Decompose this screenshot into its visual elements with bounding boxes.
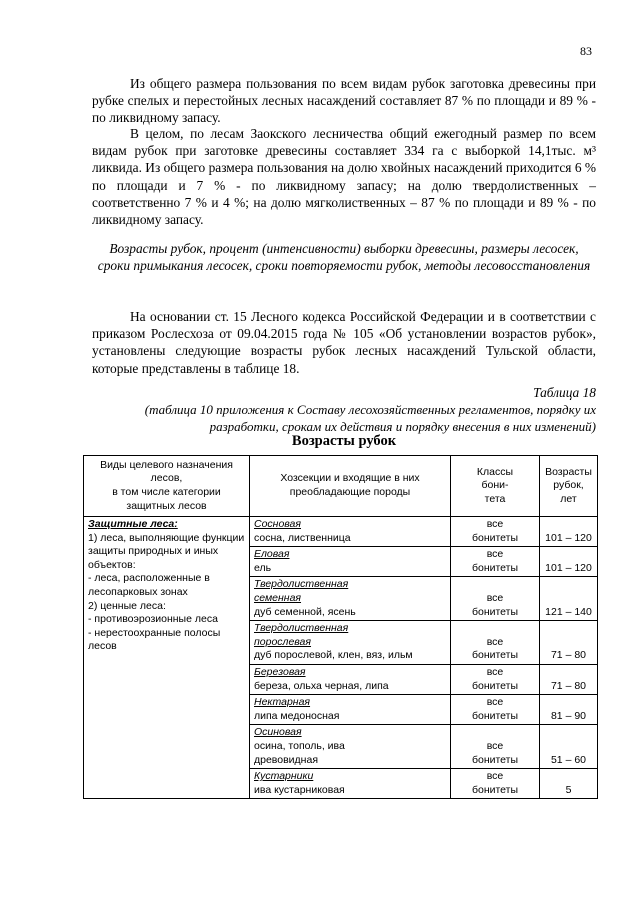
cutting-age-cell: 51 – 60 <box>540 725 598 769</box>
site-class-value: все бонитеты <box>471 591 519 618</box>
forest-purpose-cell <box>84 517 250 799</box>
table-row <box>84 517 598 547</box>
section-name: Березовая <box>254 665 306 678</box>
cutting-age-cell: 71 – 80 <box>540 664 598 694</box>
site-class-cell <box>451 725 540 769</box>
header-purpose: Виды целевого назначения лесов, в том числе категории защитных лесов <box>84 456 250 517</box>
species-list: береза, ольха черная, липа <box>254 679 389 692</box>
section-cell <box>250 664 451 694</box>
site-class-cell <box>451 695 540 725</box>
section-cell <box>250 577 451 621</box>
species-list: липа медоносная <box>254 709 340 722</box>
species-list: осина, тополь, ива древовидная <box>254 739 345 766</box>
cutting-age-cell: 101 – 120 <box>540 547 598 577</box>
species-list: дуб порослевой, клен, вяз, ильм <box>254 649 413 662</box>
section-name: Нектарная <box>254 696 311 709</box>
site-class-value: все бонитеты <box>471 635 519 662</box>
protective-forests-label: Защитные леса: <box>88 518 178 530</box>
site-class-value: все бонитеты <box>471 770 519 796</box>
site-class-value: все бонитеты <box>471 696 519 722</box>
species-list: ель <box>254 561 272 574</box>
paragraph-text: В целом, по лесам Заокского лесничества общий ежегодный размер по всем видам рубок при заготовке древесины составляет 334 га с выборкой 14,1тыс. м³ ликвида. Из общего размера пользования на долю хвойных насаждений приходится 6 % по площади и 7 % - по ликвидному запасу; на долю твердолиственных – соответственно 7 % и 4 %; на долю мягколиственных – 87 % по площади и 89 % - по ликвидному запасу. <box>92 126 597 228</box>
cutting-age-cell: 5 <box>540 769 598 799</box>
paragraph-total-volume <box>92 125 596 228</box>
cutting-age-cell: 101 – 120 <box>540 517 598 547</box>
species-list: сосна, лиственница <box>254 531 351 544</box>
table-label: Таблица 18 <box>533 385 596 400</box>
table-header-row <box>84 456 598 517</box>
cutting-age-cell: 121 – 140 <box>540 577 598 621</box>
paragraph-text: Из общего размера пользования по всем видам рубок заготовка древесины при рубке спелых и перестойных лесных насаждений составляет 87 % по площади и 89 % - по ликвидному запасу. <box>92 76 596 126</box>
site-class-value: все бонитеты <box>471 548 519 574</box>
site-class-value: все бонитеты <box>471 665 519 692</box>
species-list: ива кустарниковая <box>254 783 345 796</box>
section-cell <box>250 725 451 769</box>
page-number: 83 <box>580 44 592 58</box>
section-name: Осиновая <box>254 726 302 739</box>
header-site-class: Классы бони- тета <box>451 456 540 517</box>
cutting-age-cell: 81 – 90 <box>540 695 598 725</box>
section-name: Кустарники <box>254 770 314 783</box>
section-cell <box>250 621 451 665</box>
paragraph-text: На основании ст. 15 Лесного кодекса Российской Федерации и в соответствии с приказом Рослесхоза от 09.04.2015 года № 105 «Об установлении возрастов рубок», установлены следующие возрасты рубок лесных насаждений Тульской области, которые представлены в таблице 18. <box>92 309 596 376</box>
table-source-note: (таблица 10 приложения к Составу лесохозяйственных регламентов, порядку их разработки, срокам их действия и порядку внесения в них изменений) <box>144 402 596 434</box>
table-body <box>84 517 598 799</box>
site-class-cell <box>451 517 540 547</box>
section-name: Твердолиственная семенная <box>254 578 349 604</box>
section-cell <box>250 695 451 725</box>
site-class-cell <box>451 547 540 577</box>
section-name: Твердолиственная порослевая <box>254 622 349 648</box>
section-cell <box>250 769 451 799</box>
site-class-value: все бонитеты <box>471 739 519 766</box>
section-cell <box>250 547 451 577</box>
site-class-cell <box>451 577 540 621</box>
site-class-cell <box>451 664 540 694</box>
cutting-ages-table <box>83 455 598 799</box>
site-class-cell <box>451 621 540 665</box>
paragraph-harvest-share <box>92 75 596 127</box>
table-title: Возрасты рубок <box>291 433 397 449</box>
cutting-age-cell: 71 – 80 <box>540 621 598 665</box>
header-sections: Хозсекции и входящие в них преобладающие породы <box>250 456 451 517</box>
protective-forests-categories: 1) леса, выполняющие функции защиты природных и иных объектов: - леса, расположенные в лесопарковых зонах 2) ценные леса: - противоэрозионные леса - нерестоохранные полосы лесов <box>88 531 245 653</box>
header-cutting-age: Возрасты рубок, лет <box>540 456 598 517</box>
section-cell <box>250 517 451 547</box>
site-class-value: все бонитеты <box>471 518 519 544</box>
section-name: Сосновая <box>254 518 301 530</box>
section-heading: Возрасты рубок, процент (интенсивности) выборки древесины, размеры лесосек, сроки примыкания лесосек, сроки повторяемости рубок, методы лесовосстановления <box>97 241 591 274</box>
paragraph-legal-basis <box>92 308 596 377</box>
site-class-cell <box>451 769 540 799</box>
species-list: дуб семенной, ясень <box>254 605 356 618</box>
section-name: Еловая <box>254 548 290 561</box>
